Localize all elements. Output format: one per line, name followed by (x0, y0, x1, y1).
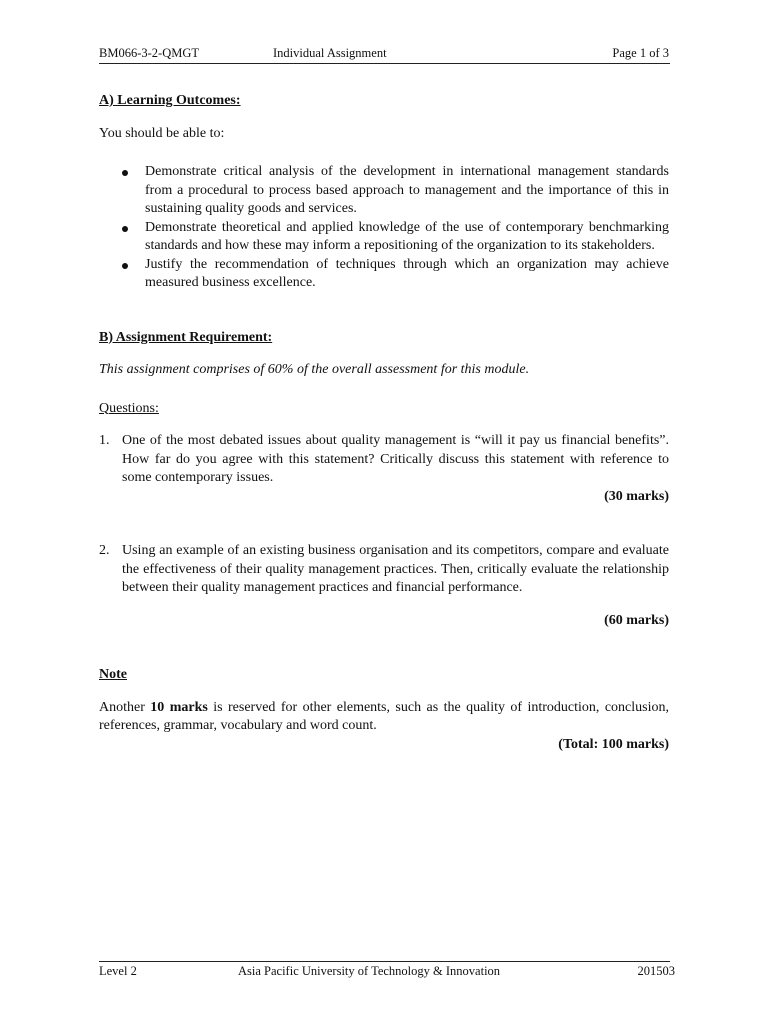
intake-code: 201503 (637, 964, 675, 978)
question-number: 2. (99, 543, 110, 558)
note-text-after: is reserved for other elements, such as the quality of introduction, conclusion, references, grammar, vocabulary and word count. (99, 699, 669, 733)
list-item (99, 163, 669, 219)
assessment-weight-note: This assignment comprises of 60% of the overall assessment for this module. (99, 362, 530, 377)
total-marks: (Total: 100 marks) (558, 736, 669, 752)
questions-label: Questions: (99, 400, 159, 416)
question-text: One of the most debated issues about quality management is “will it pay us financial benefits”. How far do you agree with this statement? Critically discuss this statement with reference to some contemporary issues. (122, 433, 669, 485)
question-text: Using an example of an existing business organisation and its competitors, compare and evaluate the effectiveness of their quality management practices. Then, critically evaluate the relationship between their quality management practices and financial performance. (122, 543, 669, 595)
assignment-requirement-heading: B) Assignment Requirement: (99, 329, 273, 345)
bullet-icon (122, 263, 128, 269)
list-item (99, 256, 669, 293)
list-item-text: Demonstrate theoretical and applied knowledge of the use of contemporary benchmarking standards and how these may inform a repositioning of the organization to its stakeholders. (145, 219, 669, 253)
note-heading: Note (99, 667, 127, 682)
learning-outcomes-intro: You should be able to: (99, 125, 225, 141)
question-marks: (30 marks) (604, 488, 669, 504)
list-item (99, 219, 669, 256)
university-name: Asia Pacific University of Technology & Innovation (238, 964, 501, 978)
learning-outcomes-heading: A) Learning Outcomes: (99, 93, 241, 108)
learning-outcomes-list (99, 163, 669, 293)
page-footer (99, 964, 675, 980)
page-header (99, 46, 669, 62)
list-item-text: Demonstrate critical analysis of the development in international management standards from a procedural to process based approach to management and the importance of this in sustaining quality goods and services. (145, 164, 669, 216)
question-item (99, 432, 669, 488)
question-number: 1. (99, 433, 110, 448)
footer-divider (99, 961, 670, 962)
note-text-before: Another (99, 699, 151, 715)
bullet-icon (122, 226, 128, 232)
note-text (99, 699, 669, 736)
page-number: Page 1 of 3 (612, 46, 669, 60)
header-divider (99, 63, 670, 64)
document-body (99, 92, 669, 754)
question-marks: (60 marks) (604, 612, 669, 628)
note-highlight: 10 marks (150, 699, 208, 715)
list-item-text: Justify the recommendation of techniques through which an organization may achieve measured business excellence. (145, 256, 669, 290)
module-code: BM066-3-2-QMGT (99, 46, 199, 60)
course-level: Level 2 (99, 964, 137, 978)
assignment-type: Individual Assignment (273, 46, 387, 60)
question-item (99, 542, 669, 598)
bullet-icon (122, 170, 128, 176)
